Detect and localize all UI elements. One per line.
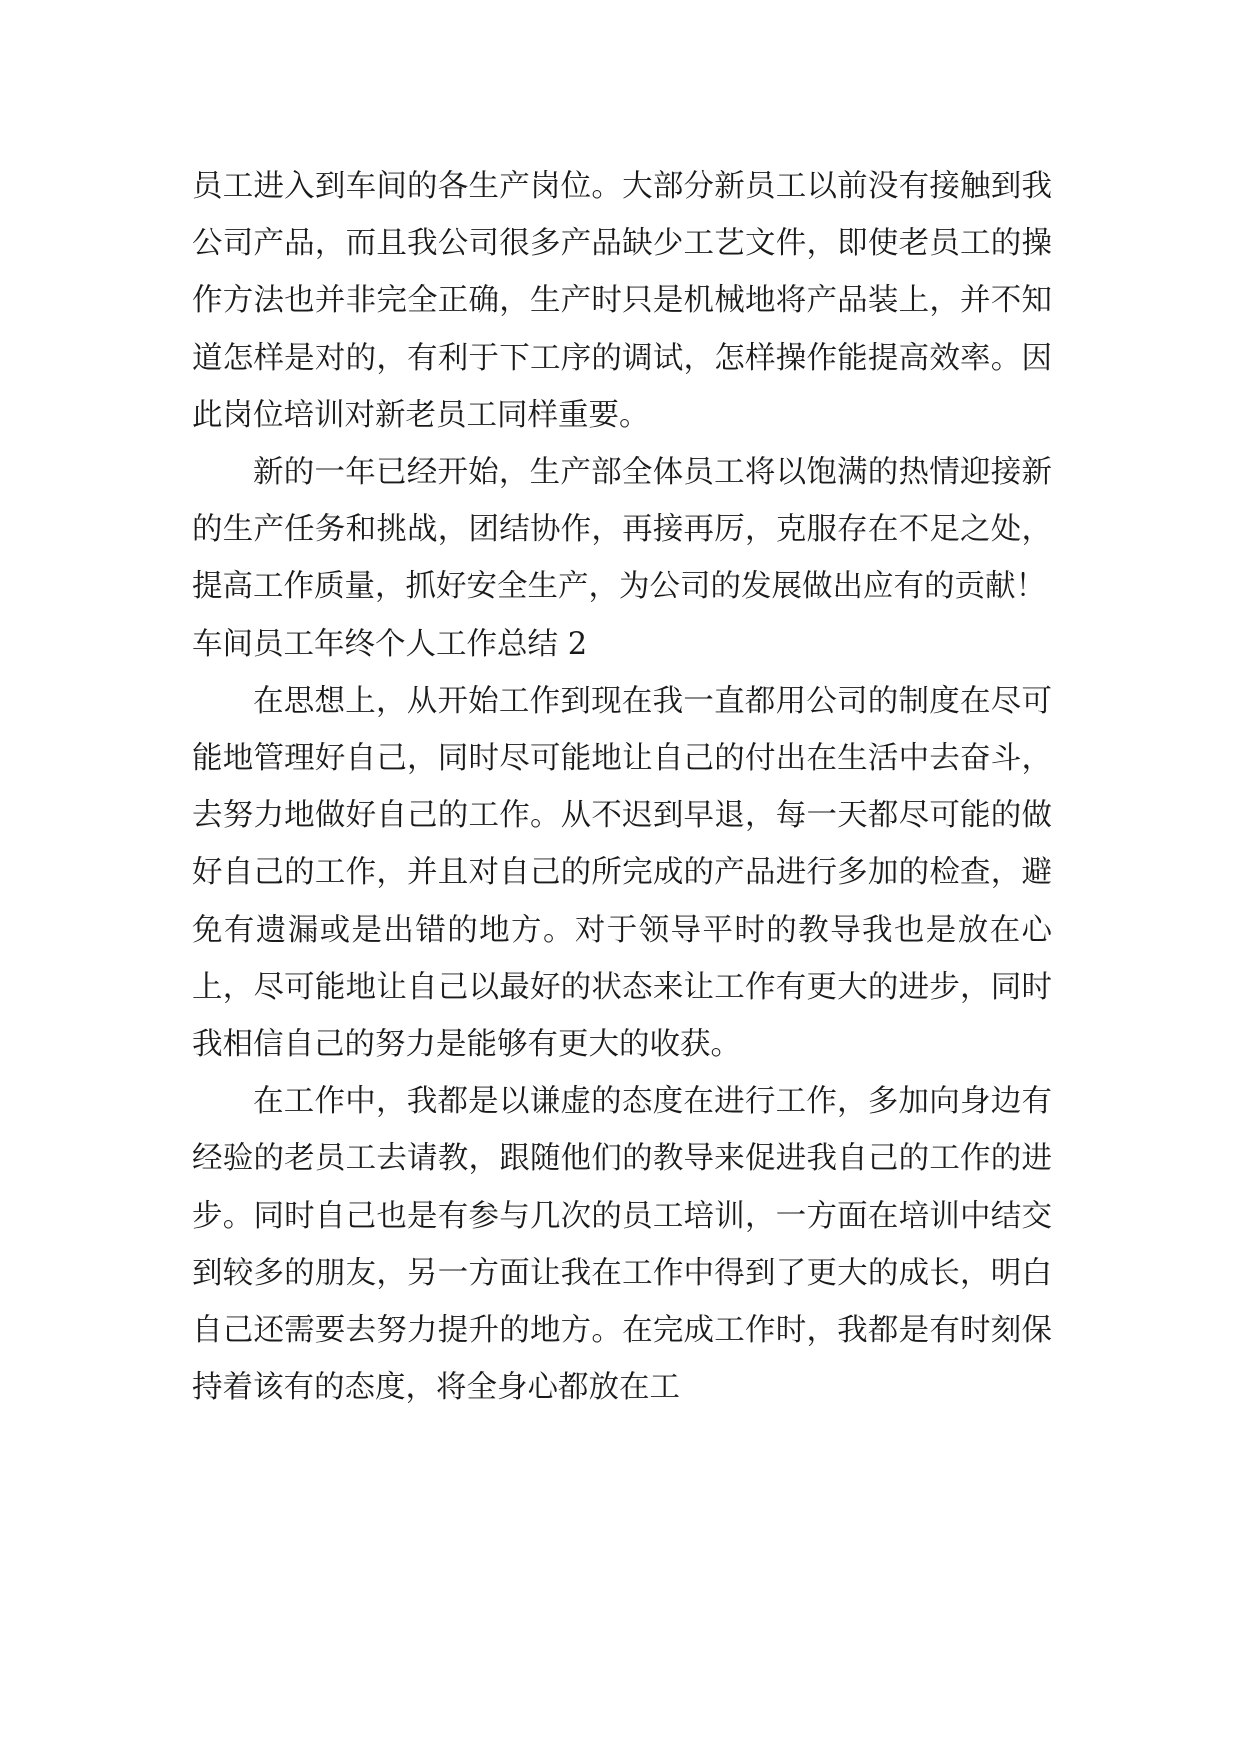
paragraph-ideology: 在思想上，从开始工作到现在我一直都用公司的制度在尽可能地管理好自己，同时尽可能地让自己的付出在生活中去奋斗，去努力地做好自己的工作。从不迟到早退，每一天都尽可能的做好自己的工作，并且对自己的所完成的产品进行多加的检查，避免有遗漏或是出错的地方。对于领导平时的教导我也是放在心上，尽可能地让自己以最好的状态来让工作有更大的进步，同时我相信自己的努力是能够有更大的收获。 <box>192 683 1052 1063</box>
section-title: 车间员工年终个人工作总结 2 <box>192 626 588 662</box>
paragraph-work-attitude: 在工作中，我都是以谦虚的态度在进行工作，多加向身边有经验的老员工去请教，跟随他们的教导来促进我自己的工作的进步。同时自己也是有参与几次的员工培训，一方面在培训中结交到较多的朋友，另一方面让我在工作中得到了更大的成长，明白自己还需要去努力提升的地方。在完成工作时，我都是有时刻保持着该有的态度，将全身心都放在工 <box>192 1084 1052 1406</box>
document-body <box>192 158 1052 1416</box>
paragraph-training-importance: 员工进入到车间的各生产岗位。大部分新员工以前没有接触到我公司产品，而且我公司很多产品缺少工艺文件，即使老员工的操作方法也并非完全正确，生产时只是机械地将产品装上，并不知道怎样是对的，有利于下工序的调试，怎样操作能提高效率。因此岗位培训对新老员工同样重要。 <box>192 169 1052 433</box>
paragraph-new-year-outlook: 新的一年已经开始，生产部全体员工将以饱满的热情迎接新的生产任务和挑战，团结协作，再接再厉，克服存在不足之处，提高工作质量，抓好安全生产，为公司的发展做出应有的贡献！ <box>192 455 1052 605</box>
